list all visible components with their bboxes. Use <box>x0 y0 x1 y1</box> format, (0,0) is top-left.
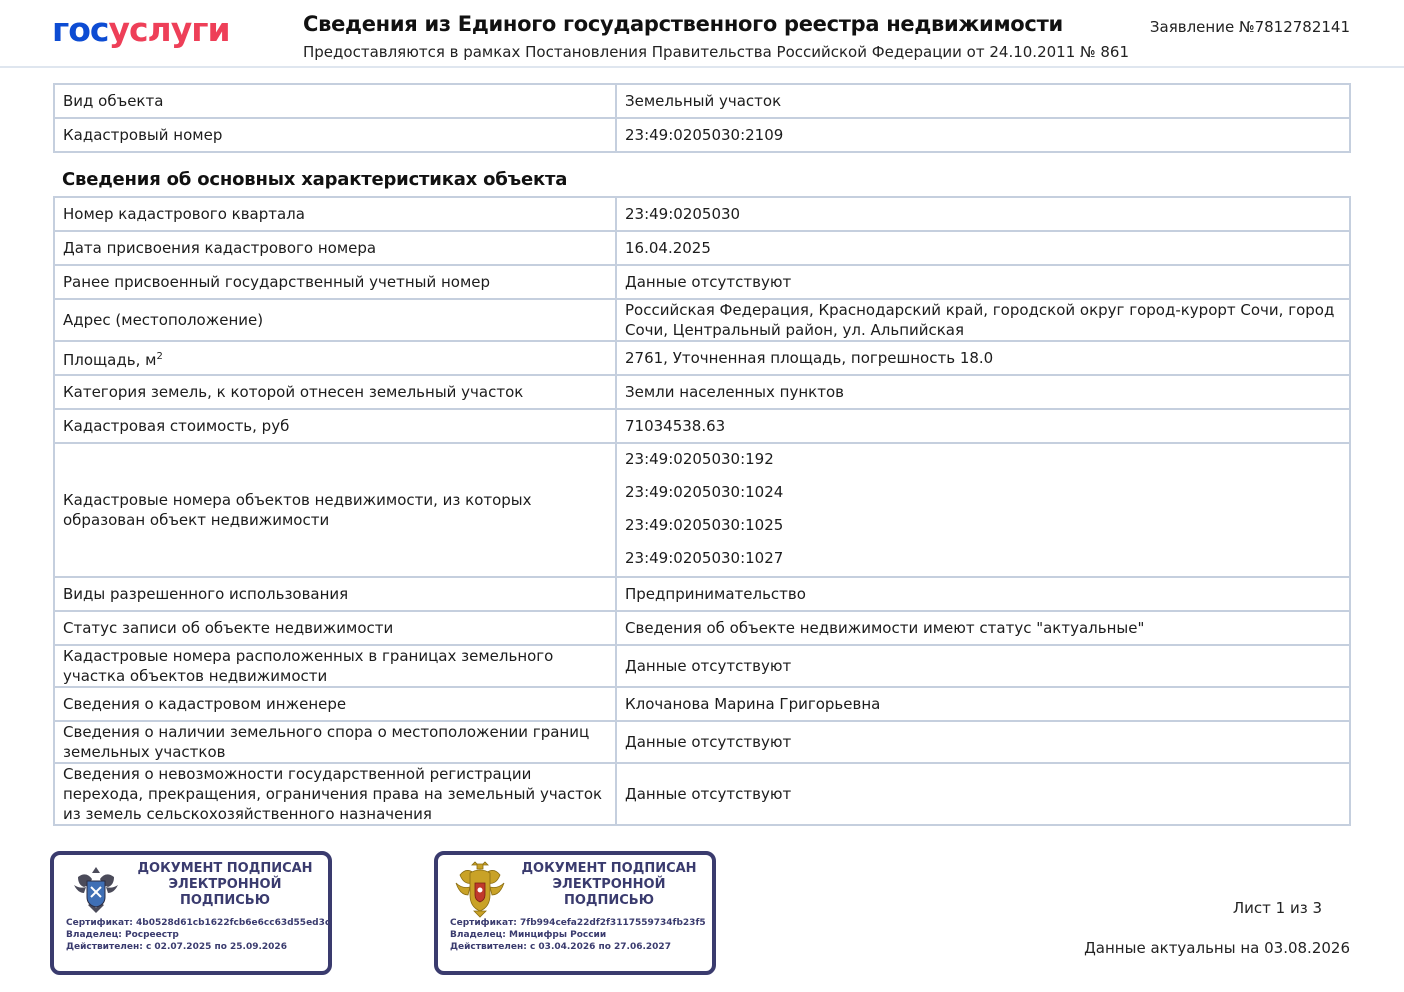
row-key: Дата присвоения кадастрового номера <box>54 231 616 265</box>
stamp-validity: Действителен: с 02.07.2025 по 25.09.2026 <box>66 942 287 952</box>
row-key: Вид объекта <box>54 84 616 118</box>
table-row <box>54 118 1350 152</box>
row-key: Кадастровые номера объектов недвижимости, из которых образован объект недвижимости <box>54 443 616 577</box>
row-key: Сведения о невозможности государственной регистрации перехода, прекращения, ограничения права на земельный участок из земель сельскохозяйственного назначения <box>54 763 616 825</box>
document-title: Сведения из Единого государственного реестра недвижимости <box>303 12 1063 36</box>
table-row <box>54 577 1350 611</box>
row-key: Сведения о наличии земельного спора о местоположении границ земельных участков <box>54 721 616 763</box>
stamp-certificate: Сертификат: 4b0528d61cb1622fcb6e6cc63d55ed3c <box>66 918 331 928</box>
stamp-validity: Действителен: с 03.04.2026 по 27.06.2027 <box>450 942 671 952</box>
row-value: Земли населенных пунктов <box>616 375 1350 409</box>
row-value: Земельный участок <box>616 84 1350 118</box>
gosuslugi-logo[interactable] <box>52 10 230 50</box>
row-value: Данные отсутствуют <box>616 763 1350 825</box>
document-subtitle: Предоставляются в рамках Постановления Правительства Российской Федерации от 24.10.2011 № 861 <box>303 43 1130 61</box>
stamp-owner: Владелец: Минцифры России <box>450 930 607 940</box>
row-key: Категория земель, к которой отнесен земельный участок <box>54 375 616 409</box>
row-value: 16.04.2025 <box>616 231 1350 265</box>
stamp-certificate-details <box>450 917 706 953</box>
table-row <box>54 409 1350 443</box>
row-key: Сведения о кадастровом инженере <box>54 687 616 721</box>
row-value: 23:49:0205030:2109 <box>616 118 1350 152</box>
stamp-heading: ДОКУМЕНТ ПОДПИСАН ЭЛЕКТРОННОЙ ПОДПИСЬЮ <box>521 861 697 908</box>
characteristics-table <box>53 196 1351 826</box>
table-row <box>54 687 1350 721</box>
document-header <box>0 0 1404 68</box>
row-key: Адрес (местоположение) <box>54 299 616 341</box>
row-key: Кадастровые номера расположенных в границах земельного участка объектов недвижимости <box>54 645 616 687</box>
application-number: Заявление №7812782141 <box>1149 18 1350 36</box>
sheet-number: Лист 1 из 3 <box>1232 899 1322 917</box>
signature-stamp-rosreestr <box>50 851 332 975</box>
row-value-list <box>616 443 1350 577</box>
logo-part-uslugi: услуги <box>108 10 230 49</box>
table-row <box>54 721 1350 763</box>
area-key-label: Площадь, м <box>63 350 157 369</box>
rosreestr-emblem-icon <box>68 861 124 919</box>
object-table <box>53 83 1351 153</box>
table-row <box>54 197 1350 231</box>
table-row <box>54 375 1350 409</box>
row-key: Виды разрешенного использования <box>54 577 616 611</box>
logo-part-gos: гос <box>52 10 109 49</box>
stamp-certificate-details <box>66 917 330 953</box>
table-row <box>54 84 1350 118</box>
data-actual-date: Данные актуальны на 03.08.2026 <box>1084 939 1350 957</box>
row-value: Предпринимательство <box>616 577 1350 611</box>
row-value: Данные отсутствуют <box>616 721 1350 763</box>
list-item: 23:49:0205030:1027 <box>625 549 784 567</box>
table-row <box>54 341 1350 375</box>
row-key: Статус записи об объекте недвижимости <box>54 611 616 645</box>
list-item: 23:49:0205030:192 <box>625 450 774 468</box>
table-row <box>54 231 1350 265</box>
row-key: Кадастровая стоимость, руб <box>54 409 616 443</box>
stamp-heading: ДОКУМЕНТ ПОДПИСАН ЭЛЕКТРОННОЙ ПОДПИСЬЮ <box>137 861 313 908</box>
row-value: Данные отсутствуют <box>616 265 1350 299</box>
table-row <box>54 611 1350 645</box>
row-value: Сведения об объекте недвижимости имеют статус "актуальные" <box>616 611 1350 645</box>
row-value: Клочанова Марина Григорьевна <box>616 687 1350 721</box>
row-value: 71034538.63 <box>616 409 1350 443</box>
table-row <box>54 265 1350 299</box>
signature-stamp-mintsifry <box>434 851 716 975</box>
area-key-superscript: 2 <box>156 350 163 362</box>
characteristics-table-viewport <box>53 196 1351 823</box>
coat-of-arms-icon <box>452 861 508 919</box>
stamp-owner: Владелец: Росреестр <box>66 930 179 940</box>
section-heading: Сведения об основных характеристиках объекта <box>62 169 568 190</box>
list-item: 23:49:0205030:1025 <box>625 516 784 534</box>
stamp-certificate: Сертификат: 7fb994cefa22df2f3117559734fb23f5 <box>450 918 706 928</box>
row-key: Номер кадастрового квартала <box>54 197 616 231</box>
list-item: 23:49:0205030:1024 <box>625 483 784 501</box>
table-row <box>54 645 1350 687</box>
row-value: Российская Федерация, Краснодарский край, городской округ город-курорт Сочи, город Сочи, Центральный район, ул. Альпийская <box>616 299 1350 341</box>
row-value: 23:49:0205030 <box>616 197 1350 231</box>
row-value: Данные отсутствуют <box>616 645 1350 687</box>
table-row <box>54 763 1350 825</box>
row-key: Кадастровый номер <box>54 118 616 152</box>
table-row <box>54 299 1350 341</box>
row-key <box>54 341 616 375</box>
table-row <box>54 443 1350 577</box>
row-key: Ранее присвоенный государственный учетный номер <box>54 265 616 299</box>
row-value: 2761, Уточненная площадь, погрешность 18.0 <box>616 341 1350 375</box>
